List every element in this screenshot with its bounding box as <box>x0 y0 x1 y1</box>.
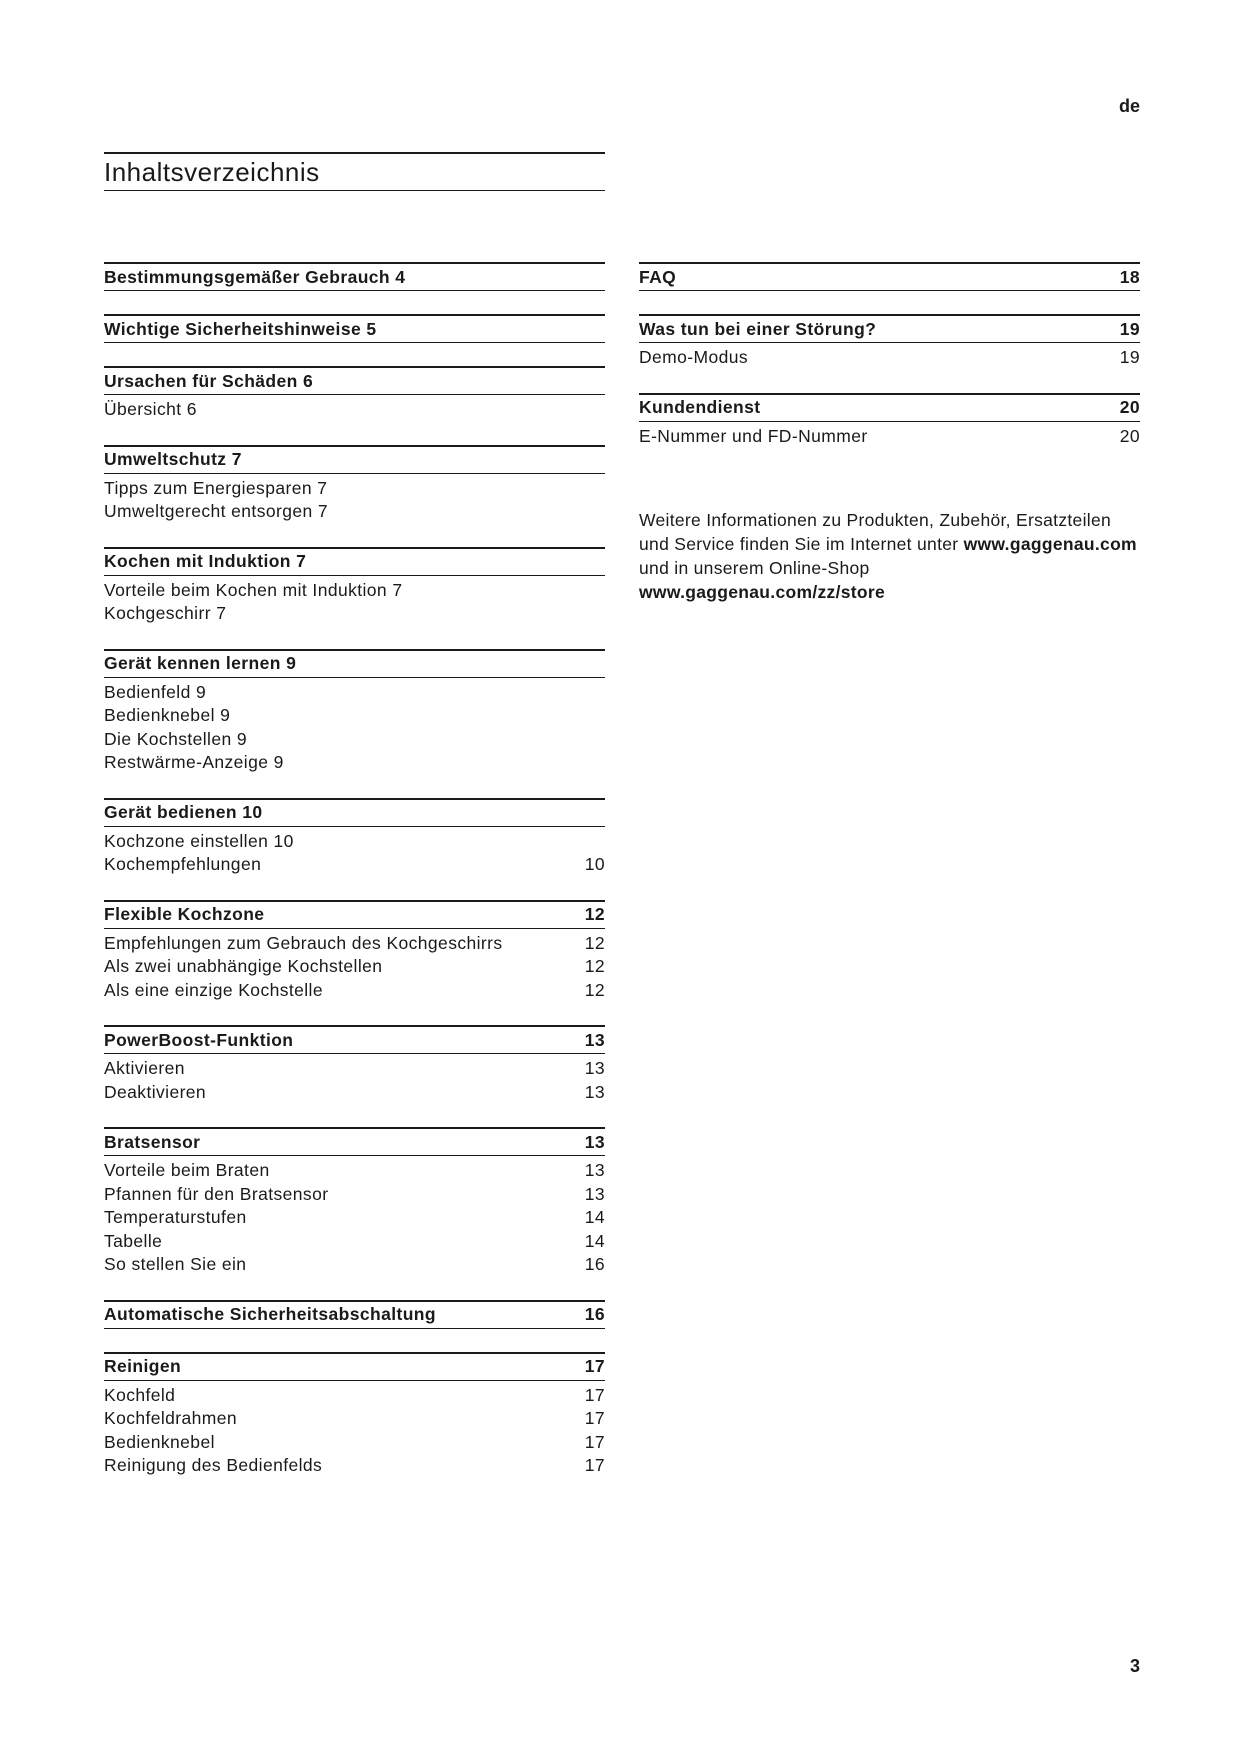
toc-section-title: Wichtige Sicherheitshinweise 5 <box>104 318 377 339</box>
toc-entry-label: E-Nummer und FD-Nummer <box>639 425 868 446</box>
toc-entry[interactable] <box>104 1253 605 1277</box>
toc-entry[interactable] <box>104 1431 605 1455</box>
toc-section-heading[interactable] <box>639 262 1140 291</box>
info-text-1: Weitere Informationen zu Produkten, Zubehör, Ersatzteilen und Service finden Sie im Internet unter <box>639 510 1112 554</box>
toc-section-title: Flexible Kochzone <box>104 904 265 924</box>
toc-section-heading[interactable] <box>104 547 605 576</box>
toc-entry-label: Kochzone einstellen 10 <box>104 830 294 851</box>
toc-section-page: 16 <box>584 1304 605 1324</box>
toc-entry-page: 20 <box>1119 425 1140 446</box>
toc-entry[interactable] <box>104 1081 605 1105</box>
toc-entry[interactable] <box>104 853 605 877</box>
toc-right-column <box>639 262 1140 604</box>
page-title-block <box>104 152 605 191</box>
toc-entry-label: Die Kochstellen 9 <box>104 728 247 749</box>
toc-section <box>104 1300 605 1329</box>
toc-entry-page: 13 <box>584 1058 605 1078</box>
toc-entry[interactable] <box>104 955 605 979</box>
toc-entry[interactable] <box>104 681 605 705</box>
toc-section-heading[interactable] <box>104 1127 605 1156</box>
toc-entry-page: 17 <box>584 1408 605 1428</box>
toc-section-title: Kundendienst <box>639 397 761 417</box>
toc-entry-label: Empfehlungen zum Gebrauch des Kochgeschirrs <box>104 932 503 953</box>
toc-section-title: Kochen mit Induktion 7 <box>104 551 307 571</box>
toc-left-column <box>104 262 605 1501</box>
toc-entry[interactable] <box>104 500 605 524</box>
info-paragraph <box>639 508 1140 604</box>
toc-section-page: 20 <box>1119 397 1140 417</box>
toc-section <box>104 900 605 1003</box>
toc-entry-page: 10 <box>584 854 605 874</box>
toc-entry-label: Aktivieren <box>104 1058 185 1078</box>
toc-section-page: 13 <box>584 1029 605 1050</box>
toc-entry-label: So stellen Sie ein <box>104 1254 247 1274</box>
toc-entry[interactable] <box>104 1206 605 1230</box>
toc-entry-page: 17 <box>584 1455 605 1475</box>
toc-section-heading[interactable] <box>104 314 605 343</box>
toc-section <box>639 262 1140 291</box>
toc-entry-label: Kochgeschirr 7 <box>104 603 227 623</box>
toc-entry-list <box>104 474 605 524</box>
toc-entry-page: 17 <box>584 1384 605 1405</box>
toc-section-title: Bratsensor <box>104 1131 201 1152</box>
website-link[interactable]: www.gaggenau.com <box>963 534 1137 554</box>
toc-section-heading[interactable] <box>104 1025 605 1054</box>
toc-entry[interactable] <box>104 398 605 422</box>
language-code: de <box>1118 96 1140 116</box>
toc-entry[interactable] <box>104 932 605 956</box>
toc-entry-label: Bedienfeld 9 <box>104 681 207 702</box>
toc-entry[interactable] <box>104 1057 605 1081</box>
toc-entry[interactable] <box>104 1407 605 1431</box>
toc-entry[interactable] <box>104 477 605 501</box>
toc-entry[interactable] <box>104 1384 605 1408</box>
toc-section <box>104 649 605 775</box>
info-text-2: und in unserem Online-Shop <box>639 558 870 578</box>
toc-entry[interactable] <box>104 1159 605 1183</box>
toc-section <box>104 1127 605 1277</box>
toc-entry-page: 14 <box>584 1207 605 1227</box>
toc-section-page: 18 <box>1119 266 1140 287</box>
toc-entry-label: Bedienknebel 9 <box>104 705 231 725</box>
page-number: 3 <box>1129 1656 1140 1676</box>
toc-section <box>104 1352 605 1478</box>
toc-section <box>104 798 605 877</box>
toc-entry[interactable] <box>639 425 1140 449</box>
toc-entry-label: Pfannen für den Bratsensor <box>104 1183 329 1204</box>
toc-section-heading[interactable] <box>639 393 1140 422</box>
toc-entry[interactable] <box>639 346 1140 370</box>
toc-entry-list <box>104 678 605 775</box>
toc-entry-page: 13 <box>584 1160 605 1180</box>
toc-entry-page: 13 <box>584 1081 605 1102</box>
toc-section-title: Was tun bei einer Störung? <box>639 318 877 339</box>
toc-section-title: Automatische Sicherheitsabschaltung <box>104 1304 436 1324</box>
page-title: Inhaltsverzeichnis <box>104 157 320 187</box>
toc-entry[interactable] <box>104 1230 605 1254</box>
toc-entry-list <box>104 576 605 626</box>
toc-entry-label: Tabelle <box>104 1230 163 1251</box>
toc-entry-label: Kochempfehlungen <box>104 854 262 874</box>
toc-entry-list <box>104 1054 605 1104</box>
toc-section <box>104 547 605 626</box>
toc-entry-list <box>104 395 605 422</box>
toc-entry-list <box>104 1156 605 1277</box>
toc-entry-page: 19 <box>1119 347 1140 367</box>
toc-entry-label: Kochfeldrahmen <box>104 1408 238 1428</box>
toc-section-heading[interactable] <box>104 900 605 929</box>
toc-entry-list <box>639 343 1140 370</box>
toc-entry-page: 14 <box>584 1230 605 1251</box>
toc-section-page: 13 <box>584 1131 605 1152</box>
toc-section <box>104 314 605 343</box>
toc-section-page: 19 <box>1119 318 1140 339</box>
toc-entry-page: 12 <box>584 979 605 1000</box>
toc-entry[interactable] <box>104 1183 605 1207</box>
toc-entry[interactable] <box>104 830 605 854</box>
toc-section-title: Gerät kennen lernen 9 <box>104 653 297 673</box>
toc-section-title: Umweltschutz 7 <box>104 449 242 469</box>
toc-section-heading[interactable] <box>104 366 605 395</box>
toc-entry-label: Restwärme-Anzeige 9 <box>104 752 284 772</box>
toc-section-title: Bestimmungsgemäßer Gebrauch 4 <box>104 266 406 287</box>
toc-section-title: PowerBoost-Funktion <box>104 1029 294 1050</box>
toc-entry-label: Vorteile beim Kochen mit Induktion 7 <box>104 579 403 600</box>
toc-section-page: 17 <box>584 1356 605 1376</box>
toc-entry[interactable] <box>104 1454 605 1478</box>
store-link[interactable]: www.gaggenau.com/zz/store <box>639 582 886 602</box>
toc-entry-label: Temperaturstufen <box>104 1207 247 1227</box>
toc-entry-label: Demo-Modus <box>639 347 749 367</box>
toc-section-heading[interactable] <box>639 314 1140 343</box>
toc-entry-label: Umweltgerecht entsorgen 7 <box>104 501 328 521</box>
toc-entry-label: Vorteile beim Braten <box>104 1160 270 1180</box>
toc-section-heading[interactable] <box>104 798 605 827</box>
toc-section <box>104 366 605 422</box>
toc-entry-page: 12 <box>584 956 605 976</box>
toc-entry-page: 17 <box>584 1431 605 1452</box>
toc-section-heading[interactable] <box>104 445 605 474</box>
toc-entry-label: Tipps zum Energiesparen 7 <box>104 477 328 498</box>
toc-section-heading[interactable] <box>104 1352 605 1381</box>
toc-entry-label: Übersicht 6 <box>104 399 197 419</box>
toc-entry[interactable] <box>104 602 605 626</box>
toc-entry-label: Bedienknebel <box>104 1431 215 1452</box>
toc-section-title: FAQ <box>639 266 677 287</box>
toc-section-heading[interactable] <box>104 1300 605 1329</box>
toc-section-heading[interactable] <box>104 649 605 678</box>
toc-section <box>104 262 605 291</box>
toc-entry-label: Kochfeld <box>104 1384 176 1405</box>
toc-entry-list <box>104 929 605 1003</box>
toc-entry-label: Deaktivieren <box>104 1081 207 1102</box>
toc-entry-list <box>104 1381 605 1478</box>
toc-entry[interactable] <box>104 579 605 603</box>
toc-entry[interactable] <box>104 979 605 1003</box>
toc-entry-page: 12 <box>584 932 605 953</box>
toc-section-title: Ursachen für Schäden 6 <box>104 370 314 391</box>
toc-entry-list <box>104 827 605 877</box>
toc-entry-page: 13 <box>584 1183 605 1204</box>
toc-entry[interactable] <box>104 704 605 728</box>
toc-section <box>639 314 1140 370</box>
toc-entry-label: Reinigung des Bedienfelds <box>104 1455 323 1475</box>
toc-entry-page: 16 <box>584 1254 605 1274</box>
toc-entry-label: Als eine einzige Kochstelle <box>104 979 323 1000</box>
toc-section-title: Reinigen <box>104 1356 182 1376</box>
toc-entry-label: Als zwei unabhängige Kochstellen <box>104 956 383 976</box>
toc-entry[interactable] <box>104 728 605 752</box>
toc-section-title: Gerät bedienen 10 <box>104 802 263 822</box>
toc-section-page: 12 <box>584 904 605 924</box>
toc-section <box>104 445 605 524</box>
toc-section <box>104 1025 605 1104</box>
toc-section <box>639 393 1140 449</box>
toc-section-heading[interactable] <box>104 262 605 291</box>
toc-entry[interactable] <box>104 751 605 775</box>
toc-entry-list <box>639 422 1140 449</box>
